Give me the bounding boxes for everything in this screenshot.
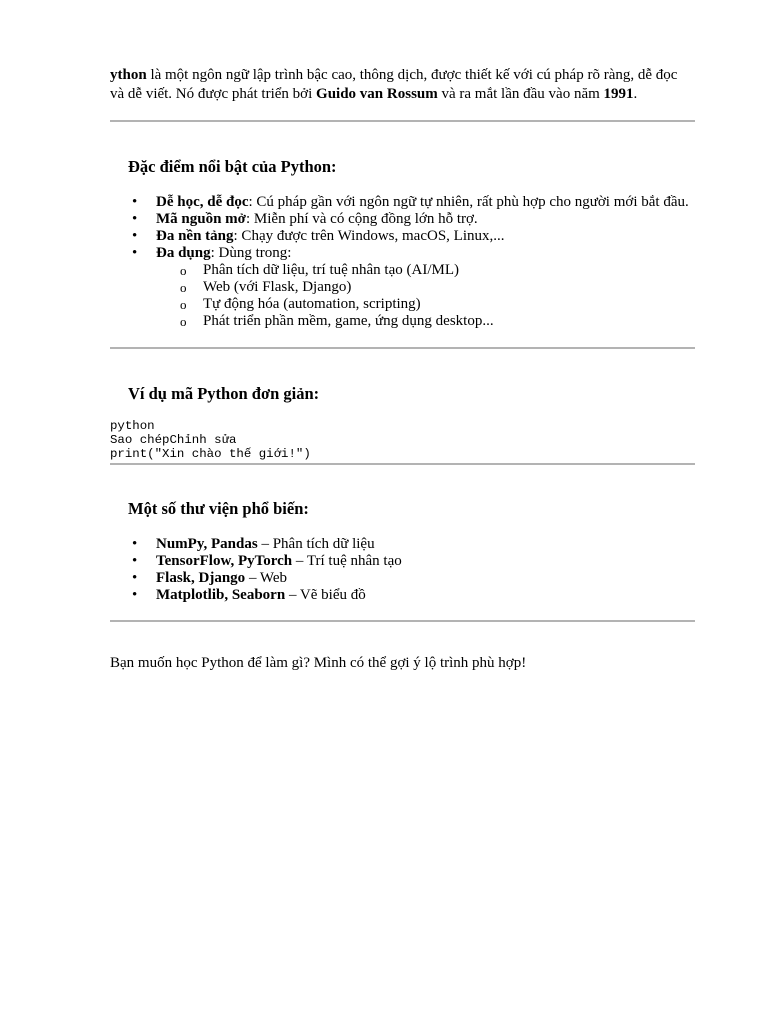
intro-end: . [633,86,638,102]
features-item-title: Mã nguồn mở [156,211,246,227]
libraries-item-text: – Phân tích dữ liệu [257,536,375,552]
features-list [110,194,695,330]
features-item [110,211,695,228]
features-subitem: o Web (với Flask, Django) [110,279,695,296]
divider [110,120,695,122]
intro-paragraph [110,66,695,104]
libraries-item [110,536,695,553]
libraries-item-title: Flask, Django [156,570,246,586]
features-item-text: : Miễn phí và có cộng đồng lớn hỗ trợ. [246,211,478,227]
intro-brand: ython [110,67,147,83]
features-item [110,194,695,211]
libraries-item [110,553,695,570]
libraries-heading: Một số thư viện phổ biến: [128,499,309,518]
code-actions: Sao chépChỉnh sửa [110,433,237,447]
features-sublist [156,262,695,330]
libraries-item [110,587,695,604]
divider [110,463,695,465]
features-item [110,228,695,245]
features-heading: Đặc điểm nổi bật của Python: [128,157,337,176]
features-item-title: Đa dụng [156,245,211,261]
features-subitem: o Phân tích dữ liệu, trí tuệ nhân tạo (AI/ML) [110,262,695,279]
features-subitem: o Tự động hóa (automation, scripting) [110,296,695,313]
code-block [110,419,695,461]
features-item-text: : Chạy được trên Windows, macOS, Linux,... [233,228,505,244]
features-item [110,245,695,330]
intro-text-2: và ra mắt lần đầu vào năm [437,86,604,102]
divider [110,347,695,349]
libraries-item [110,570,695,587]
document-content [110,66,695,673]
features-item-text: : Cú pháp gần với ngôn ngữ tự nhiên, rất phù hợp cho người mới bắt đầu. [248,194,689,210]
features-subitem: o Phát triển phần mềm, game, ứng dụng desktop... [110,313,695,330]
intro-text-1: là một ngôn ngữ lập trình bậc cao, thông dịch, được thiết kế với cú pháp rõ ràng, dễ đọc và dễ viết. Nó được phát triển bởi [110,67,678,102]
code-line: print("Xin chào thế giới!") [110,447,311,461]
libraries-item-text: – Vẽ biểu đồ [285,587,366,603]
libraries-item-text: – Web [245,570,288,586]
features-item-text: : Dùng trong: [210,245,292,261]
closing-paragraph: Bạn muốn học Python để làm gì? Mình có thể gợi ý lộ trình phù hợp! [110,655,527,671]
example-heading: Ví dụ mã Python đơn giản: [128,384,320,403]
code-language-label: python [110,419,155,433]
libraries-item-text: – Trí tuệ nhân tạo [292,553,402,569]
intro-year: 1991 [603,86,634,102]
features-item-title: Đa nền tảng [156,228,234,244]
libraries-list [110,536,695,604]
libraries-item-title: Matplotlib, Seaborn [156,587,286,603]
intro-author: Guido van Rossum [316,86,438,102]
divider [110,620,695,622]
features-item-title: Dễ học, dễ đọc [156,194,249,210]
libraries-item-title: TensorFlow, PyTorch [156,553,293,569]
libraries-item-title: NumPy, Pandas [156,536,258,552]
